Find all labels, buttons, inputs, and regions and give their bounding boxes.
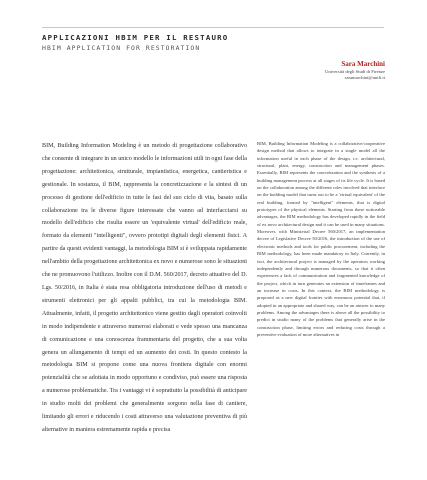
italian-text-column	[42, 140, 247, 437]
header-title: APPLICAZIONI HBIM PER IL RESTAURO	[42, 33, 229, 42]
author-affiliation: Università degli Studi di Firenze	[325, 69, 385, 74]
english-paragraph: BIM, Building Information Modeling is a collaborative/cooperative design method that allows to integrate in a single model all the information useful in each phase of the design, i.e. architectural, structural, plant, energy, construction and management phases. Essentially, BIM represents the concretization and the synthesis of a building management process at all stages of its life cycle. It is based on the collaboration among the different roles involved that interface on the building model that turns out to be a 'virtual equivalent' of the real building, formed by "intelligent" elements, that is digital prototypes of the physical elements. Starting from these noticeable advantages, the BIM methodology has developed rapidly in the field of ex novo architectural design and it can be used in many situations. Moreover, with Ministerial Decree 560/2017, an implementation decree of Legislative Decree 50/2016, the introduction of the use of electronic methods and tools for public procurement, including the BIM methodology, has been made mandatory in Italy. Currently, in fact, the architectural project is managed by the operators working independently and through numerous documents, so that it often experiences a lack of communication and fragmented knowledge of the project, which in turn generates an extension of timeframes and an increase in costs. In this context, the BIM methodology is proposed as a new digital frontier with enormous potential that, if adopted in an appropriate and shared way, can be an answer to many problems. Among the advantages there is above all the possibility to predict in studio many of the problems that generally arise in the construction phase, limiting errors and reducing costs through a preventive evaluation of more alternatives in	[257, 141, 385, 337]
english-text-column	[257, 140, 385, 338]
author-name: Sara Marchini	[341, 60, 385, 68]
header-rule	[42, 27, 384, 28]
author-block	[325, 60, 385, 81]
header-subtitle: HBIM APPLICATION FOR RESTORATION	[42, 44, 201, 52]
italian-paragraph: BIM, Building Information Modeling è un metodo di progettazione collaborativo che consente di integrare in un unico modello le informazioni utili in ogni fase della progettazione: architettonica, strutturale, impiantistica, energetica, cantieristica e gestionale. In sostanza, il BIM, rappresenta la concretizzazione e la sintesi di un processo di gestione dell'edificio in tutte le fasi del suo ciclo di vita, basato sulla collaborazione tra le diverse figure interessate che vanno ad interfacciarsi su modello dell'edificio che risulta essere un 'equivalente virtual' dell'edificio reale, formato da elementi "intelligenti", ovvero prototipi digitali degli elementi fisici. A partire da questi evidenti vantaggi, la metodologia BIM si è sviluppata rapidamente nell'ambito della progettazione architettonica ex novo e numerose sono le situazioni che ne promuovono l'utilizzo. Inoltre con il D.M. 560/2017, decreto attuativo del D. Lgs. 50/2016, in Italia è stata resa obbligatoria introduzione dell'uso di metodi e strumenti elettronici per gli appalti pubblici, tra cui la metodologia BIM. Attualmente, infatti, il progetto architettonico viene gestito dagli operatori coinvolti in modo indipendente e attraverso numerosi elaborati e vede spesso una mancanza di comunicazione e una conoscenza frammentaria del progetto, che a sua volta genera un allungamento di tempi ed un aumento dei costi. In questo contesto la metodologia BIM si propone come una nuova frontiera digitale con enormi potenzialità che se adottata in modo opportuno e condiviso, può essere una risposta a numerose problematiche. Tra i vantaggi vi è soprattutto la possibilità di anticipare in studio molti dei problemi che generalmente sorgono nella fase di cantiere, limitando gli errori e riducendo i costi attraverso una valutazione preventiva di più alternative in maniera estremamente rapida e precisa	[42, 143, 247, 433]
author-email[interactable]: saramarchini@unifi.it	[344, 74, 385, 80]
